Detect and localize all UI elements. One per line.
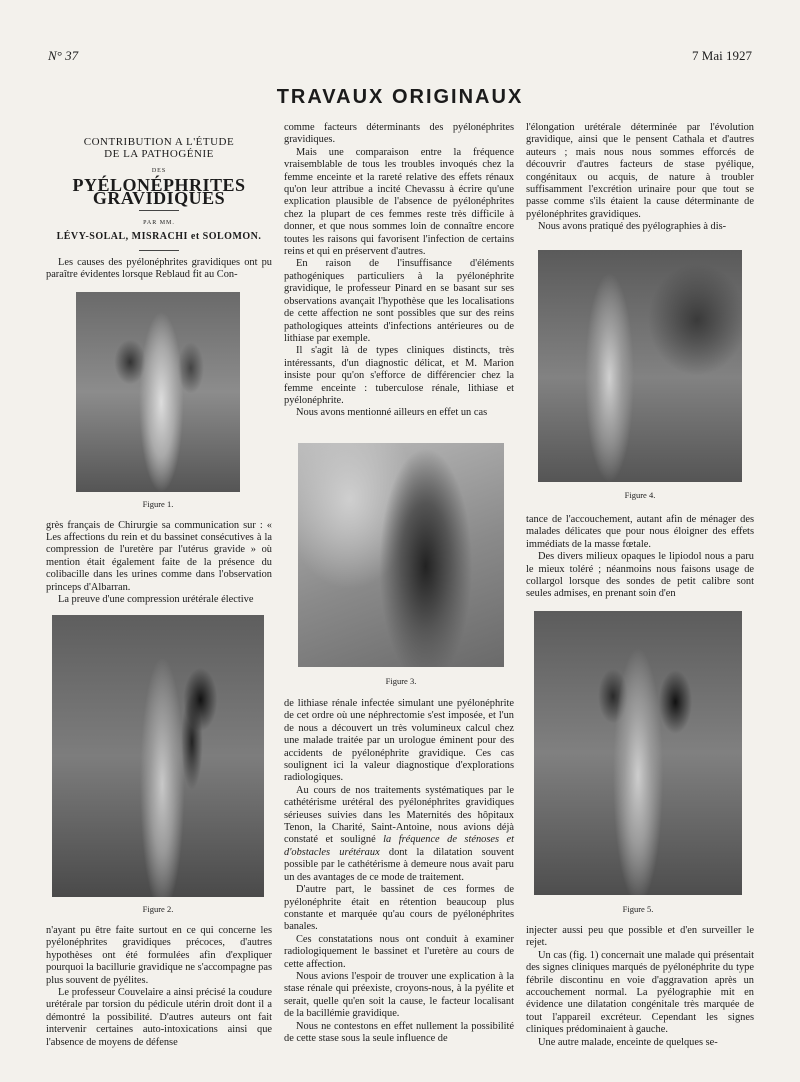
paragraph: Nous avons mentionné ailleurs en effet un cas (296, 407, 488, 419)
middle-column (284, 122, 514, 420)
paragraph-text: La preuve d'une compression urétérale élective (58, 594, 254, 606)
right-column-lower (526, 925, 754, 1049)
paragraph: Il s'agit là de types cliniques distincts, très intéressants, d'un diagnostic délicat, et M. Marion insiste pour qu'on s'efforce de différencier chez la femme enceinte : tuberculose rénale, lithiase et pyélonéphrite. (284, 345, 514, 406)
figure-2-image (52, 615, 264, 897)
paragraph: de lithiase rénale infectée simulant une pyélonéphrite de cet ordre où une néphrectomie s'est imposée, et l'un de nous a découvert un très volumineux calcul chez une malade traitée par un urologue éminent pour des accidents de pyélonéphrite gravidique. Ces cas soulignent ici la valeur diagnostique d'explorations radiologiques. (284, 698, 514, 784)
article-main-title: PYÉLONÉPHRITES GRAVIDIQUES (72, 175, 246, 208)
paragraph: D'autre part, le bassinet de ces formes de pyélonéphrite était en rétention beaucoup plus constante et marquée qu'au cours de pyélonéphrites banales. (284, 884, 514, 933)
middle-column-lower (284, 698, 514, 1045)
right-column (526, 122, 754, 234)
section-title: TRAVAUX ORIGINAUX (276, 86, 524, 108)
paragraph-text: Au cours de nos traitements systématiques par le cathétérisme urétéral des pyélonéphrites gravidiques sérieuses suivies dans les Maternités des hôpitaux Tenon, la Charité, Saint-Antoine, nous avions déjà constaté et souligné (284, 784, 514, 846)
italic-text: la fréquence de sténoses et d'obstacles urétéraux (284, 834, 515, 858)
paragraph: injecter aussi peu que possible et d'en surveiller le rejet. (526, 925, 754, 949)
figure-5-caption: Figure 5. (622, 904, 654, 914)
figure-3-image (298, 443, 504, 667)
right-column-middle (526, 514, 754, 601)
paragraph-text: dont la dilatation souvent possible par le cathétérisme à demeure nous avait paru un des avantages de ce mode de traitement. (284, 846, 514, 883)
paragraph: n'ayant pu être faite surtout en ce qui concerne les pyélonéphrites gravidiques précoces, d'autres hypothèses ont été formulées afin d'expliquer pourquoi la bacillurie gravidique ne s'accompagne pas plus souvent de pyélites. (46, 925, 272, 986)
figure-2-caption: Figure 2. (142, 904, 174, 914)
article-title (46, 136, 272, 251)
figure-1-caption: Figure 1. (142, 499, 174, 509)
paragraph: En raison de l'insuffisance d'éléments pathogéniques particuliers à la pyélonéphrite gravidique, le professeur Pinard en se basant sur ses observations avançait l'hypothèse que les localisations de cette affection ne sont possibles que sur des reins pathologiques atteints d'infections antérieures ou de lithiase par exemple. (284, 258, 514, 344)
figure-1-image (76, 292, 240, 492)
title-divider (139, 210, 179, 211)
paragraph: Une autre malade, enceinte de quelques se- (538, 1036, 718, 1048)
paragraph: Nous ne contestons en effet nullement la possibilité de cette stase sous la seule influence de (284, 1020, 514, 1044)
title-line-3: DES (151, 167, 167, 174)
paragraph: Les causes des pyélonéphrites gravidiques ont pu paraître évidentes lorsque Reblaud fit au Con- (46, 256, 272, 281)
paragraph: Un cas (fig. 1) concernait une malade qui présentait des signes cliniques marqués de pyélonéphrite du type fébrile discontinu en voie d'aggravation après un accouchement normal. La pyélographie mit en évidence une dilatation congénitale très marquée de tout l'appareil excréteur. Cependant les signes cliniques prédominaient à gauche. (526, 949, 754, 1036)
authors-prefix: PAR MM. (143, 220, 175, 227)
paragraph: Ces constatations nous ont conduit à examiner radiologiquement le bassinet et l'uretère au cours de cette affection. (284, 933, 514, 970)
paragraph: grès français de Chirurgie sa communication sur : « Les affections du rein et du bassinet consécutives à la compression de l'uretère par l'utérus gravide » où mention était également faite de la présence du colibacille dans les urines comme dans l'observation princeps d'Albarran. (46, 519, 272, 593)
figure-3-caption: Figure 3. (385, 676, 417, 686)
authors-divider (139, 250, 179, 251)
title-line-2: DE LA PATHOGÉNIE (104, 148, 214, 161)
paragraph: Nous avons pratiqué des pyélographies à dis- (538, 221, 727, 233)
paragraph: Des divers milieux opaques le lipiodol nous a paru le mieux toléré ; néanmoins nous faisons usage de collargol lorsque des sondes de petit calibre sont seules admises, en prenant soin d'en (526, 551, 754, 600)
paragraph: l'élongation urétérale déterminée par l'évolution gravidique, ainsi que le pensent Cathala et d'autres auteurs ; mais nous nous sommes efforcés de découvrir d'autres facteurs de stase pyélique, congénitaux ou acquis, de nature à troubler suffisamment l'excrétion urinaire pour que tout se passe comme s'ils étaient la cause déterminante de pyélonéphrites gravidiques. (526, 122, 754, 220)
paragraph: Le professeur Couvelaire a ainsi précisé la coudure urétérale par torsion du pédicule utérin droit dont il a démontré la possibilité. D'autres auteurs ont fait intervenir certaines auto-intoxications ainsi que l'absence de moyens de défense (46, 987, 272, 1048)
issue-number: N° 37 (48, 48, 79, 63)
figure-5-image (534, 611, 742, 895)
paragraph: comme facteurs déterminants des pyélonéphrites gravidiques. (284, 122, 514, 146)
authors: LÉVY-SOLAL, MISRACHI et SOLOMON. (56, 231, 262, 243)
paragraph: tance de l'accouchement, autant afin de ménager des malades délicates que pour nous éloigner des effets immédiats de la masse fœtale. (526, 514, 754, 550)
figure-4-image (538, 250, 742, 482)
paragraph (46, 594, 272, 606)
title-line-1: CONTRIBUTION A L'ÉTUDE (83, 136, 235, 148)
paragraph (284, 785, 514, 884)
paragraph: Nous avions l'espoir de trouver une explication à la stase rénale qui préexiste, croyons-nous, à la pyélite et serait, quelle qu'en soit la cause, le facteur localisant de la bacillémie gravidique. (284, 970, 514, 1020)
paragraph: Mais une comparaison entre la fréquence vraisemblable de tous les troubles invoqués chez la femme enceinte et la rareté relative des effets rénaux qu'on leur attribue a incité Chevassu à écrire qu'une explication plausible de l'absence de pyélonéphrites chez la plupart de ces femmes reste très difficile à donner, et que nous sommes loin de connaître encore toutes les raisons qui favorisent l'infection de certains reins et qui en préservent d'autres. (284, 146, 514, 258)
figure-4-caption: Figure 4. (624, 490, 656, 500)
issue-date: 7 Mai 1927 (692, 48, 752, 63)
left-column-lower (46, 925, 272, 1049)
